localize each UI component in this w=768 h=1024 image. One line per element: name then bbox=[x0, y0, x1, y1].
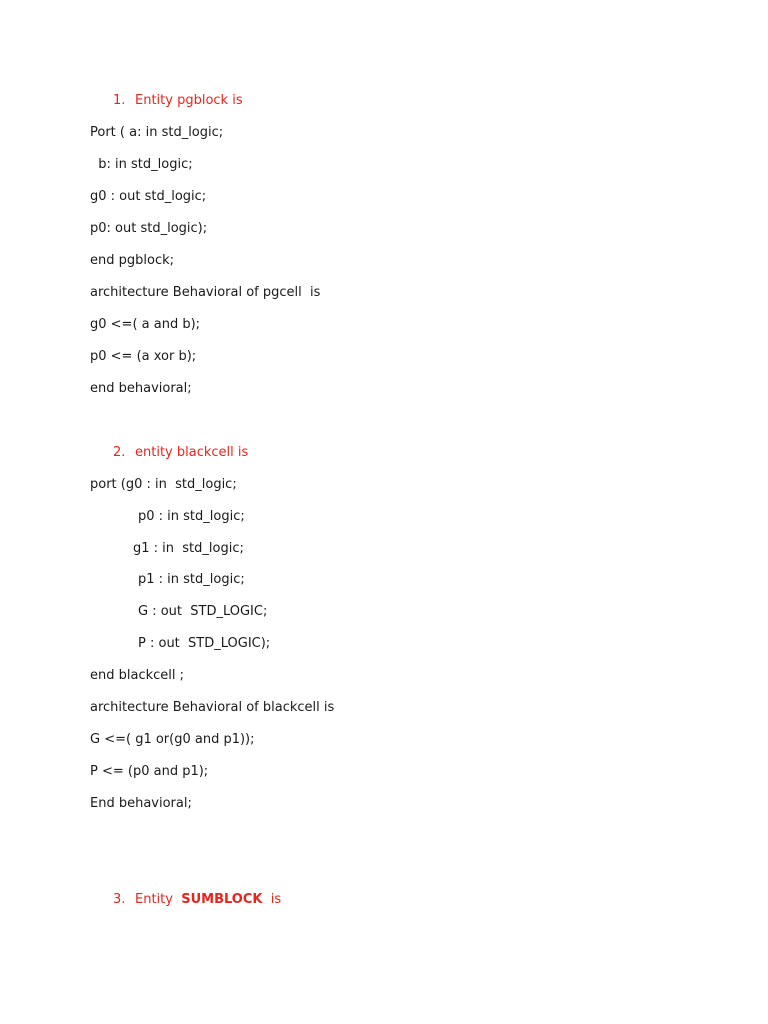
code-line: end behavioral; bbox=[90, 381, 192, 396]
code-line: G <=( g1 or(g0 and p1)); bbox=[90, 732, 255, 747]
code-line: P <= (p0 and p1); bbox=[90, 764, 209, 779]
code-line: End behavioral; bbox=[90, 796, 192, 811]
section-3-prefix: Entity bbox=[135, 892, 173, 907]
section-3-number: 3. bbox=[113, 892, 126, 907]
section-3-heading bbox=[113, 892, 281, 908]
code-line: g0 <=( a and b); bbox=[90, 317, 201, 332]
code-line: p0 <= (a xor b); bbox=[90, 349, 197, 364]
code-line: end blackcell ; bbox=[90, 668, 185, 683]
code-line: p0 : in std_logic; bbox=[138, 509, 245, 524]
code-line: architecture Behavioral of pgcell is bbox=[90, 285, 321, 300]
code-line: p1 : in std_logic; bbox=[138, 572, 245, 587]
section-3-suffix: is bbox=[270, 892, 282, 907]
code-line: end pgblock; bbox=[90, 253, 174, 268]
section-2-heading bbox=[113, 445, 248, 461]
code-line: b: in std_logic; bbox=[90, 157, 193, 172]
code-line: port (g0 : in std_logic; bbox=[90, 477, 237, 492]
section-1-heading bbox=[113, 93, 243, 109]
code-line: g1 : in std_logic; bbox=[133, 541, 244, 556]
code-line: g0 : out std_logic; bbox=[90, 189, 207, 204]
code-line: G : out STD_LOGIC; bbox=[138, 604, 268, 619]
section-2-number: 2. bbox=[113, 445, 126, 460]
section-1-number: 1. bbox=[113, 93, 126, 108]
code-line: p0: out std_logic); bbox=[90, 221, 208, 236]
code-line: architecture Behavioral of blackcell is bbox=[90, 700, 335, 715]
section-2-title: entity blackcell is bbox=[135, 445, 249, 460]
code-line: P : out STD_LOGIC); bbox=[138, 636, 271, 651]
section-3-entity-name: SUMBLOCK bbox=[181, 892, 263, 907]
code-line: Port ( a: in std_logic; bbox=[90, 125, 224, 140]
section-1-title: Entity pgblock is bbox=[135, 93, 243, 108]
